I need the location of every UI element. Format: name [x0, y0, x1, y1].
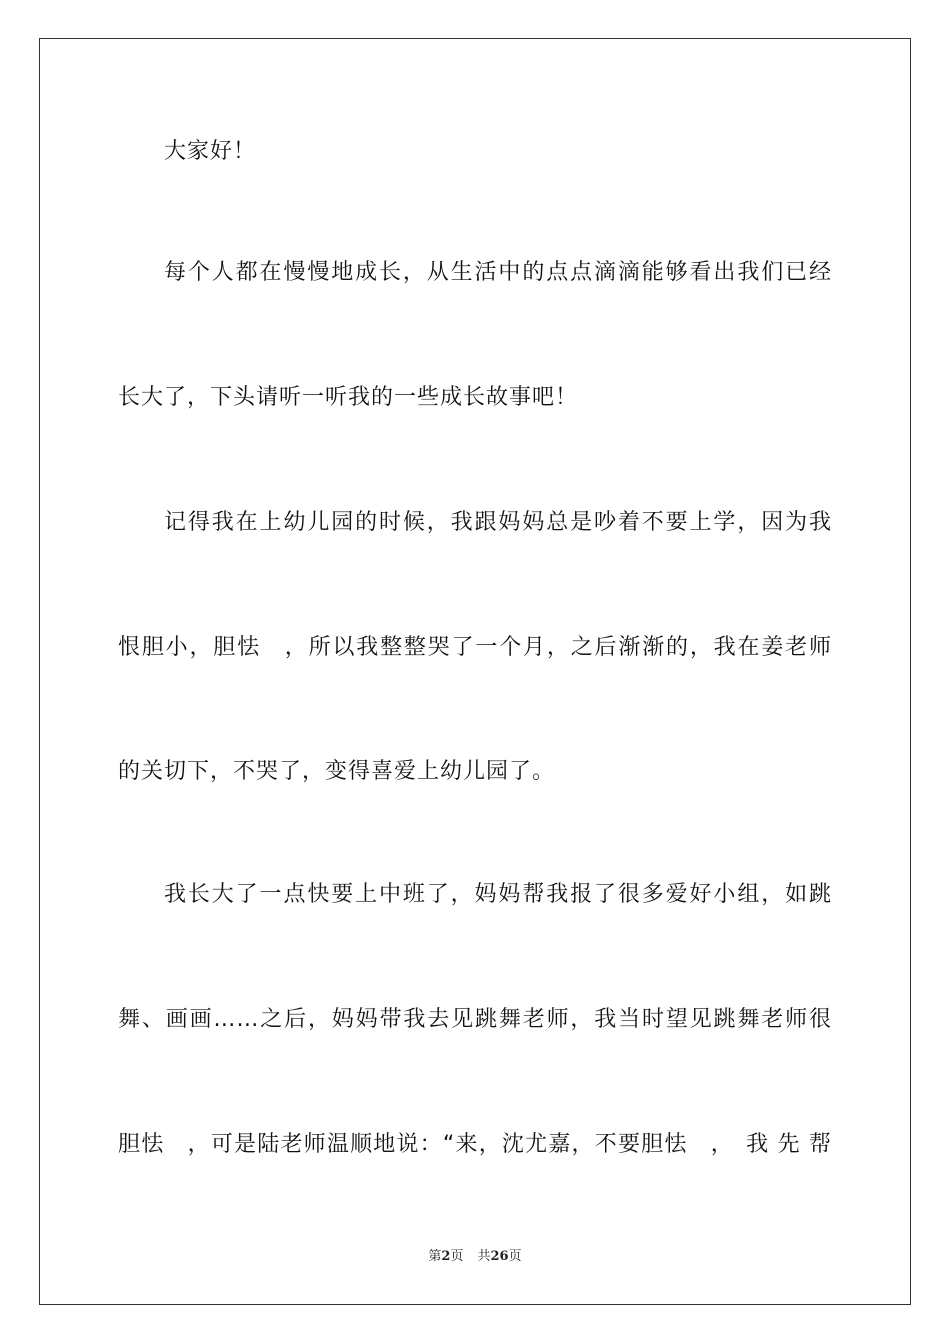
paragraph-line: 胆怯 ，可是陆老师温顺地说：“来，沈尤嘉，不要胆怯 ， 我 先 帮 — [118, 1132, 832, 1157]
greeting-line: 大家好！ — [164, 139, 257, 164]
page-footer — [0, 1248, 950, 1266]
paragraph-line: 记得我在上幼儿园的时候，我跟妈妈总是吵着不要上学，因为我 — [164, 510, 832, 535]
paragraph-line: 每个人都在慢慢地成长，从生活中的点点滴滴能够看出我们已经 — [164, 260, 832, 285]
paragraph-line: 的关切下，不哭了，变得喜爱上幼儿园了。 — [118, 759, 556, 784]
page-frame — [39, 38, 911, 1305]
paragraph-line: 舞、画画……之后，妈妈带我去见跳舞老师，我当时望见跳舞老师很 — [118, 1007, 832, 1032]
paragraph-line: 我长大了一点快要上中班了，妈妈帮我报了很多爱好小组，如跳 — [164, 882, 832, 907]
total-prefix: 共 — [477, 1249, 491, 1264]
paragraph-line: 长大了，下头请听一听我的一些成长故事吧！ — [118, 385, 579, 410]
paragraph-line: 恨胆小，胆怯 ，所以我整整哭了一个月，之后渐渐的，我在姜老师 — [118, 635, 832, 660]
total-suffix: 页 — [508, 1249, 522, 1264]
page-prefix: 第 — [428, 1249, 442, 1264]
total-pages: 26 — [490, 1249, 509, 1264]
page-number: 2 — [441, 1249, 451, 1264]
page-suffix: 页 — [450, 1249, 464, 1264]
